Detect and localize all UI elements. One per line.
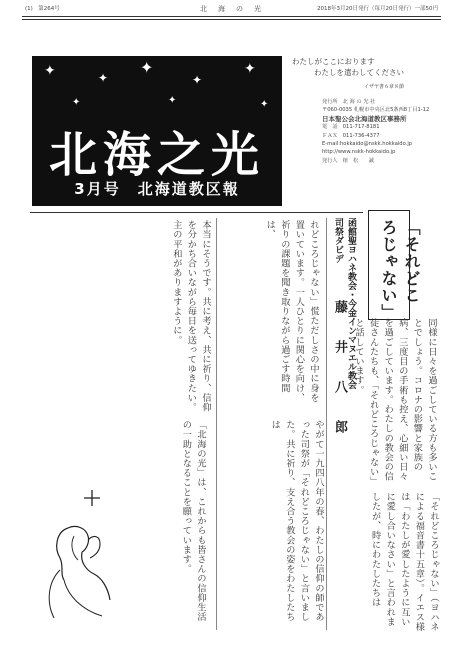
- star-icon: ✦: [260, 99, 269, 110]
- star-icon: ✦: [140, 58, 154, 77]
- star-icon: ✦: [168, 95, 177, 106]
- publisher-issuer: 発行所 北 海 の 光 社: [322, 99, 376, 105]
- article-text-block: 本当にそうです。共に考え、共に祈り、信仰を分かち合いながら毎日を送ってゆきたい。主の平和がありますように。: [170, 220, 211, 412]
- publisher-tel: 電 話 011-717-8181: [322, 124, 380, 131]
- section-rule: [30, 212, 363, 213]
- publisher-church: 日本聖公会北海道教区事務所: [322, 114, 407, 123]
- publisher-email: E-mail:hokkaido@nskk.hokkaido.jp: [322, 141, 413, 148]
- article-text-block: 「それどころじゃない」（ヨハネによる福音書十五章）。イエス様は「わたしが愛したように互いに愛し合いなさい」と言われましたが、時にわたしたちは: [369, 492, 439, 632]
- header-rule: [22, 16, 441, 17]
- star-icon: ✦: [192, 73, 203, 87]
- article-text-block: れどころじゃない」慌ただしさの中に身を置いています。一人ひとりに関心を向け、祈りの課題を聞き取りながら過ごす時間は、: [264, 220, 319, 403]
- article-text-block: 同様に日々を過ごしている方も多いことでしょう。コロナの影響と家族の病、三度目の手術も控え、心細い日々を過ごしています。わたしの教会の信徒さんたちも、「それどころじゃない」と話しています。: [353, 318, 437, 487]
- star-icon: ✦: [72, 97, 81, 108]
- author-name: 藤 井 八 郎: [332, 300, 347, 439]
- article-text-block: やがて一九四八年の春、わたしの信仰の師であった司祭が「それどころじゃない」と言いました。共に祈り、支え合う教会の姿をわたしたちは: [269, 420, 324, 622]
- publisher-editor: 発行人 植 松 誠: [322, 157, 374, 164]
- paper-name: 北 海 の 光: [200, 5, 263, 13]
- star-icon: ✦: [98, 71, 109, 85]
- column-divider: [216, 218, 217, 630]
- article-title-box: [368, 210, 421, 321]
- masthead-subtitle: 3月号 北海道教区報: [74, 180, 240, 198]
- star-icon: ✦: [244, 61, 256, 77]
- column-divider: [326, 218, 327, 630]
- publication-date: 2018年3月20日発行（毎月20日発行）一部50円: [317, 6, 438, 12]
- author-role: 司祭ダビデ: [333, 218, 343, 263]
- issue-number: (1) 第264号: [25, 6, 60, 12]
- epigraph-line-1: わたしがここにおります: [292, 57, 375, 66]
- author-church: 函館聖ヨハネ教会・今金インマヌエル教会: [346, 218, 356, 389]
- publisher-fax: ＦＡＸ 011-736-4377: [322, 132, 380, 139]
- masthead-title: 北海之光: [48, 127, 265, 183]
- masthead: [32, 56, 282, 206]
- epigraph-credit: イザヤ書６章８節: [363, 84, 404, 90]
- article-title: 「それどころじゃない」: [379, 219, 421, 321]
- article-text-block: 「北海の光」は、これからも皆さんの信仰生活の一助となることを願っています。: [180, 420, 206, 622]
- publisher-info: [322, 98, 429, 165]
- publisher-address: 〒060-0035 札幌市中央区北5条西8丁目1-12: [322, 107, 430, 114]
- header-rule-thin: [22, 19, 441, 20]
- praying-hands-illustration: [30, 470, 130, 630]
- epigraph: [292, 56, 404, 90]
- epigraph-line-2: わたしを遣わしてください: [314, 68, 404, 77]
- star-icon: ✦: [44, 63, 56, 79]
- publisher-web: http://www.nskk-hokkaido.jp: [322, 149, 396, 156]
